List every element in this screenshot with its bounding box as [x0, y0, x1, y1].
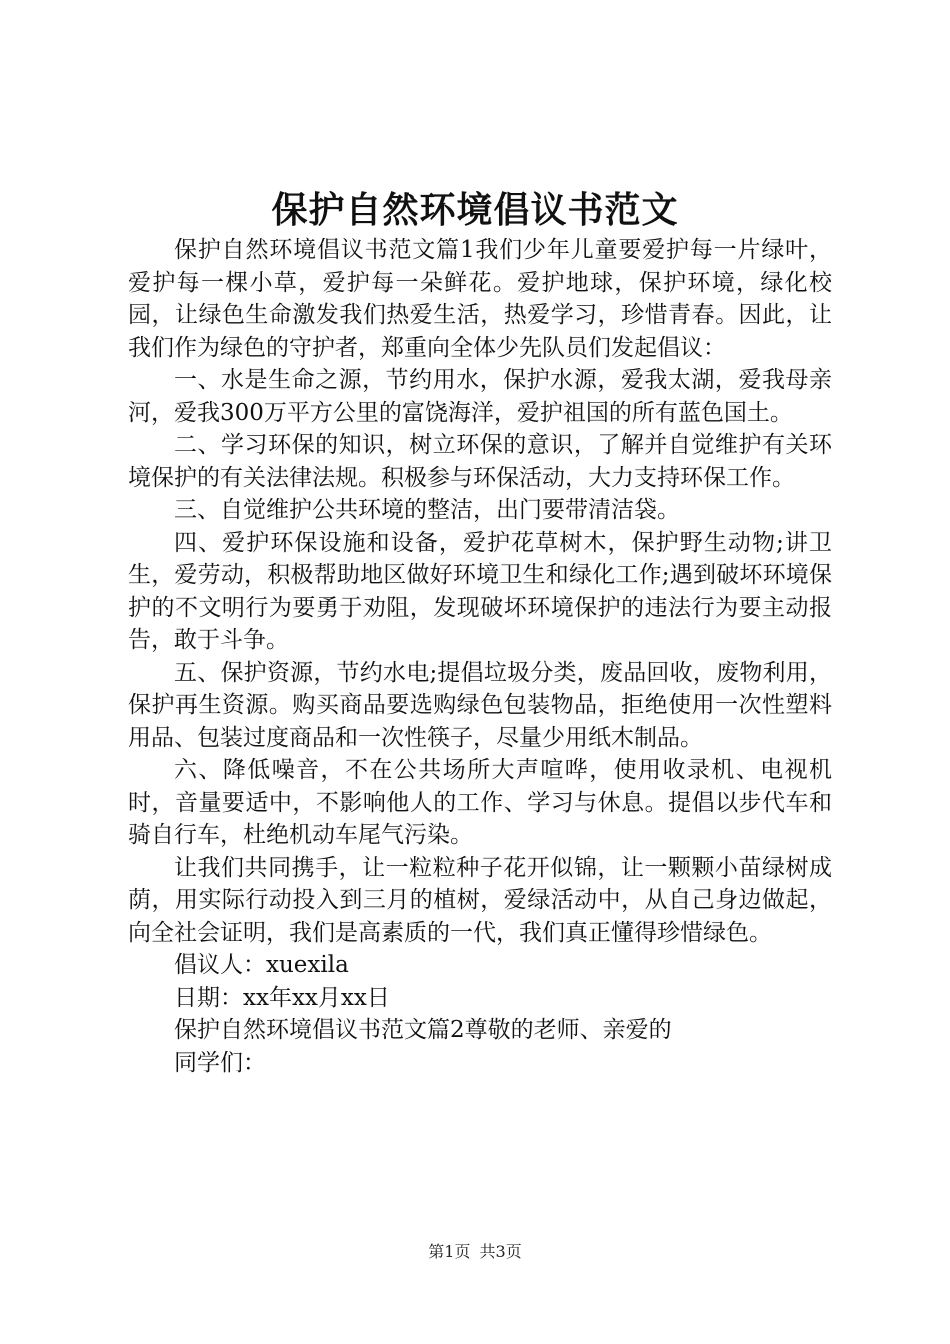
- document-title: 保护自然环境倡议书范文: [271, 189, 679, 231]
- paragraph-item-2: 二、学习环保的知识，树立环保的意识，了解并自觉维护有关环境保护的有关法律法规。积极参与环保活动，大力支持环保工作。: [128, 432, 832, 491]
- paragraph-item-4: 四、爱护环保设施和设备，爱护花草树木，保护野生动物;讲卫生，爱劳动，积极帮助地区做好环境卫生和绿化工作;遇到破坏环境保护的不文明行为要勇于劝阻，发现破坏环境保护的违法行为要主动报告，敢于斗争。: [128, 529, 832, 653]
- paragraph-intro: 保护自然环境倡议书范文篇1我们少年儿童要爱护每一片绿叶，爱护每一棵小草，爱护每一朵鲜花。爱护地球，保护环境，绿化校园，让绿色生命激发我们热爱生活，热爱学习，珍惜青春。因此，让我们作为绿色的守护者，郑重向全体少先队员们发起倡议：: [128, 237, 832, 361]
- page-footer: [0, 1241, 950, 1263]
- document-body: [128, 234, 832, 1079]
- section-2-heading: 保护自然环境倡议书范文篇2尊敬的老师、亲爱的: [174, 1017, 672, 1043]
- paragraph-closing: 让我们共同携手，让一粒粒种子花开似锦，让一颗颗小苗绿树成荫，用实际行动投入到三月的植树，爱绿活动中，从自己身边做起，向全社会证明，我们是高素质的一代，我们真正懂得珍惜绿色。: [128, 854, 832, 946]
- paragraph-item-1: 一、水是生命之源，节约用水，保护水源，爱我太湖，爱我母亲河，爱我300万平方公里的富饶海洋，爱护祖国的所有蓝色国土。: [128, 367, 832, 426]
- section-2-salutation: 同学们：: [174, 1049, 266, 1076]
- initiator-line: 倡议人：xuexila: [174, 952, 349, 978]
- paragraph-item-3: 三、自觉维护公共环境的整洁，出门要带清洁袋。: [174, 497, 680, 523]
- date-line: 日期：xx年xx月xx日: [174, 984, 390, 1011]
- paragraph-item-5: 五、保护资源，节约水电;提倡垃圾分类，废品回收，废物利用，保护再生资源。购买商品要选购绿色包装物品，拒绝使用一次性塑料用品、包装过度商品和一次性筷子，尽量少用纸木制品。: [128, 659, 832, 751]
- paragraph-item-6: 六、降低噪音，不在公共场所大声喧哗，使用收录机、电视机时，音量要适中，不影响他人的工作、学习与休息。提倡以步代车和骑自行车，杜绝机动车尾气污染。: [128, 757, 832, 848]
- page-number: 第1页: [428, 1242, 471, 1261]
- page-total: 共3页: [479, 1242, 522, 1261]
